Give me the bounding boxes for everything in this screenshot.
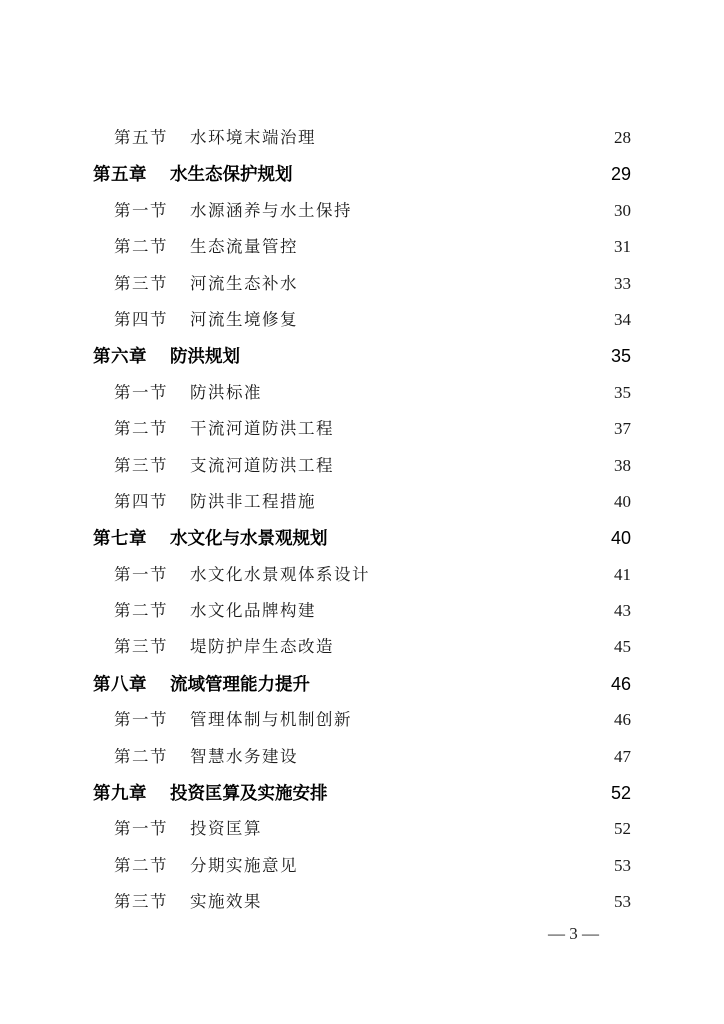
- toc-chapter-entry[interactable]: [93, 156, 631, 192]
- toc-entry-page-number: 53: [614, 892, 631, 912]
- toc-entry-number: 第二节: [114, 746, 168, 766]
- toc-entry-page-number: 37: [614, 419, 631, 439]
- dot-leader: [372, 563, 612, 580]
- toc-entry-page-number: 28: [614, 128, 631, 147]
- toc-entry-number: 第四节: [114, 491, 168, 511]
- dot-leader: [318, 490, 612, 507]
- dot-leader: [264, 891, 612, 908]
- toc-entry-title: 河流生境修复: [190, 309, 298, 329]
- toc-entry-number: 第三节: [114, 892, 168, 912]
- dot-leader: [300, 272, 612, 289]
- toc-entry-page-number: 29: [610, 164, 631, 185]
- toc-section-entry[interactable]: [93, 120, 631, 156]
- toc-entry-title: 水生态保护规划: [170, 165, 293, 186]
- toc-entry-number: 第八章: [93, 674, 147, 695]
- toc-entry-page-number: 45: [614, 637, 631, 657]
- dot-leader: [336, 454, 612, 471]
- toc-entry-page-number: 31: [614, 237, 631, 257]
- toc-entry-page-number: 35: [610, 346, 631, 367]
- toc-entry-number: 第三节: [114, 455, 168, 475]
- toc-entry-title: 水文化水景观体系设计: [190, 564, 370, 584]
- toc-entry-number: 第二节: [114, 601, 168, 621]
- toc-entry-number: 第九章: [93, 784, 147, 805]
- toc-entry-number: 第五章: [93, 165, 147, 186]
- toc-entry-number: 第一节: [114, 819, 168, 839]
- dot-leader: [264, 818, 612, 835]
- dot-leader: [354, 199, 612, 216]
- toc-entry-title: 水文化与水景观规划: [170, 529, 328, 550]
- toc-entry-title: 水源涵养与水土保持: [190, 200, 352, 220]
- dot-leader: [330, 782, 609, 800]
- toc-entry-title: 防洪非工程措施: [190, 491, 316, 511]
- toc-entry-page-number: 34: [614, 309, 631, 329]
- toc-entry-title: 河流生态补水: [190, 273, 298, 293]
- toc-entry-title: 堤防护岸生态改造: [190, 637, 334, 657]
- toc-section-entry[interactable]: [93, 811, 631, 847]
- toc-entry-number: 第一节: [114, 200, 168, 220]
- toc-section-entry[interactable]: [93, 484, 631, 520]
- toc-entry-page-number: 46: [610, 673, 631, 694]
- toc-entry-title: 防洪标准: [190, 382, 262, 402]
- dot-leader: [336, 636, 612, 653]
- dot-leader: [242, 345, 609, 363]
- toc-section-entry[interactable]: [93, 702, 631, 738]
- toc-entry-number: 第七章: [93, 529, 147, 550]
- toc-entry-title: 水环境末端治理: [190, 128, 316, 147]
- toc-entry-number: 第一节: [114, 710, 168, 730]
- toc-entry-number: 第二节: [114, 855, 168, 875]
- toc-entry-page-number: 40: [610, 528, 631, 549]
- toc-section-entry[interactable]: [93, 411, 631, 447]
- page-number: — 3 —: [548, 924, 599, 943]
- toc-entry-number: 第一节: [114, 564, 168, 584]
- toc-entry-title: 干流河道防洪工程: [190, 419, 334, 439]
- dot-leader: [330, 527, 609, 545]
- toc-entry-title: 管理体制与机制创新: [190, 710, 352, 730]
- toc-entry-number: 第三节: [114, 637, 168, 657]
- toc-section-entry[interactable]: [93, 884, 631, 920]
- dot-leader: [300, 854, 612, 871]
- toc-entry-number: 第二节: [114, 237, 168, 257]
- toc-entry-number: 第五节: [114, 128, 168, 147]
- table-of-contents: [93, 120, 631, 921]
- toc-section-entry[interactable]: [93, 739, 631, 775]
- toc-chapter-entry[interactable]: [93, 520, 631, 556]
- toc-entry-page-number: 52: [614, 819, 631, 839]
- dot-leader: [300, 308, 612, 325]
- dot-leader: [318, 127, 612, 144]
- toc-entry-page-number: 47: [614, 746, 631, 766]
- toc-entry-title: 防洪规划: [170, 347, 240, 368]
- toc-entry-title: 智慧水务建设: [190, 746, 298, 766]
- toc-entry-page-number: 40: [614, 491, 631, 511]
- dot-leader: [312, 672, 609, 690]
- toc-entry-number: 第二节: [114, 419, 168, 439]
- toc-entry-title: 分期实施意见: [190, 855, 298, 875]
- toc-entry-page-number: 30: [614, 200, 631, 220]
- toc-section-entry[interactable]: [93, 229, 631, 265]
- toc-section-entry[interactable]: [93, 375, 631, 411]
- toc-section-entry[interactable]: [93, 302, 631, 338]
- toc-entry-title: 生态流量管控: [190, 237, 298, 257]
- toc-entry-title: 流域管理能力提升: [170, 674, 310, 695]
- toc-section-entry[interactable]: [93, 193, 631, 229]
- dot-leader: [300, 745, 612, 762]
- toc-entry-number: 第六章: [93, 347, 147, 368]
- toc-section-entry[interactable]: [93, 448, 631, 484]
- toc-chapter-entry[interactable]: [93, 338, 631, 374]
- toc-chapter-entry[interactable]: [93, 775, 631, 811]
- toc-entry-title: 支流河道防洪工程: [190, 455, 334, 475]
- toc-entry-page-number: 52: [610, 783, 631, 804]
- toc-section-entry[interactable]: [93, 629, 631, 665]
- toc-chapter-entry[interactable]: [93, 666, 631, 702]
- dot-leader: [354, 709, 612, 726]
- toc-section-entry[interactable]: [93, 848, 631, 884]
- toc-section-entry[interactable]: [93, 593, 631, 629]
- dot-leader: [300, 236, 612, 253]
- toc-section-entry[interactable]: [93, 557, 631, 593]
- toc-entry-title: 投资匡算: [190, 819, 262, 839]
- toc-entry-page-number: 41: [614, 564, 631, 584]
- toc-entry-title: 实施效果: [190, 892, 262, 912]
- toc-entry-page-number: 46: [614, 710, 631, 730]
- toc-entry-number: 第一节: [114, 382, 168, 402]
- toc-entry-title: 投资匡算及实施安排: [170, 784, 328, 805]
- dot-leader: [295, 163, 609, 181]
- dot-leader: [318, 600, 612, 617]
- toc-entry-number: 第四节: [114, 309, 168, 329]
- toc-entry-page-number: 38: [614, 455, 631, 475]
- dot-leader: [264, 381, 612, 398]
- toc-entry-page-number: 35: [614, 382, 631, 402]
- dot-leader: [336, 418, 612, 435]
- toc-section-entry[interactable]: [93, 266, 631, 302]
- toc-entry-page-number: 53: [614, 855, 631, 875]
- toc-entry-title: 水文化品牌构建: [190, 601, 316, 621]
- toc-entry-page-number: 43: [614, 601, 631, 621]
- toc-entry-number: 第三节: [114, 273, 168, 293]
- toc-entry-page-number: 33: [614, 273, 631, 293]
